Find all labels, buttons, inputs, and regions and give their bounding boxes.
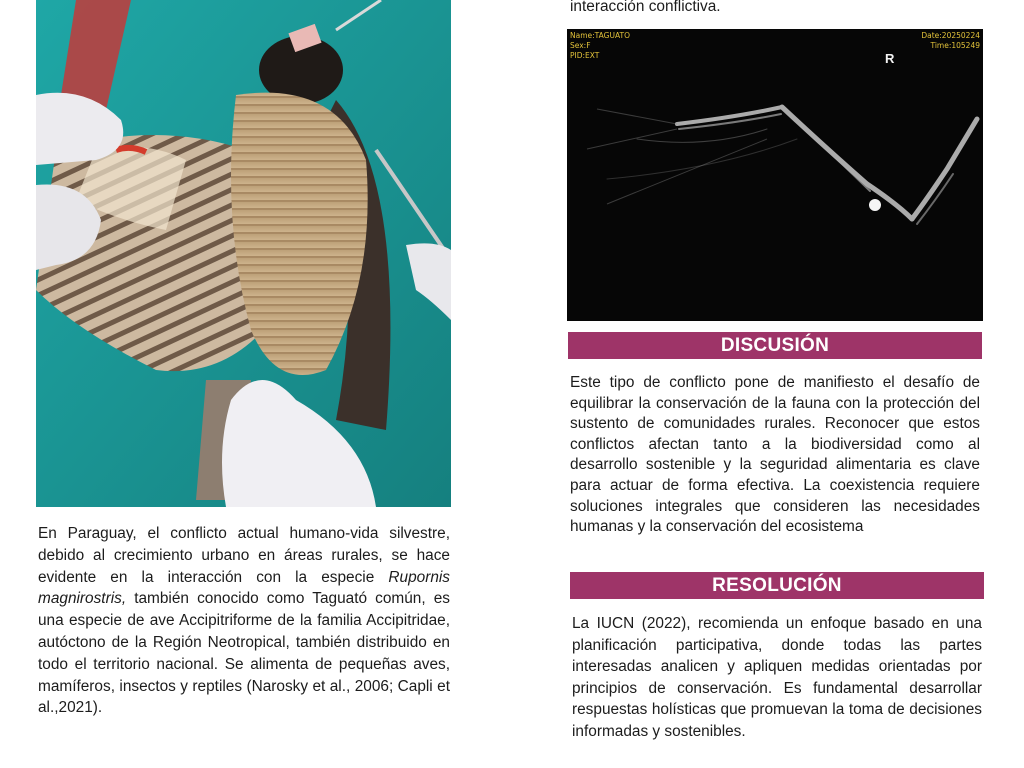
xray-side-marker: R bbox=[885, 51, 895, 66]
species-name: Rupornis magnirostris, bbox=[38, 568, 450, 608]
xray-timestamp bbox=[921, 31, 980, 51]
resolution-heading: RESOLUCIÓN bbox=[570, 572, 984, 599]
resolution-paragraph: La IUCN (2022), recomienda un enfoque basado en una planificación participativa, donde todas las partes interesadas analicen y apliquen medidas orientadas por principios de conservación. Es fundamental desarrollar respuestas holísticas que promuevan la toma de decisiones informadas y sostenibles. bbox=[572, 615, 982, 740]
xray-time: Time:105249 bbox=[930, 41, 980, 50]
xray-patient-info bbox=[570, 31, 630, 61]
intro-text-start: En Paraguay, el conflicto actual humano-vida silvestre, debido al crecimiento urbano en áreas rurales, se hace evidente en la interacción con la especie bbox=[38, 525, 450, 586]
hawk-photo-illustration bbox=[36, 0, 451, 507]
intro-paragraph bbox=[38, 523, 450, 719]
discussion-paragraph: Este tipo de conflicto pone de manifiesto el desafío de equilibrar la conservación de la fauna con la protección del sustento de comunidades rurales. Reconocer que estos conflictos afectan tanto a la biodiversidad como al desarrollo sostenible y la seguridad alimentaria es clave para actuar de forma efectiva. La coexistencia requiere soluciones integrales que consideren las necesidades humanas y la conservación del ecosistema bbox=[570, 374, 980, 536]
xray-pid: PID:EXT bbox=[570, 51, 600, 60]
xray-sex: Sex:F bbox=[570, 41, 591, 50]
discussion-heading: DISCUSIÓN bbox=[568, 332, 982, 359]
intro-text-end: también conocido como Taguató común, es una especie de ave Accipitriforme de la familia Accipitridae, autóctono de la Región Neotropical, también distribuido en todo el territorio nacional. Se alimenta de pequeñas aves, mamíferos, insectos y reptiles (Narosky et al., 2006; Capli et al.,2021). bbox=[38, 590, 450, 717]
xray-image bbox=[567, 29, 983, 321]
xray-date: Date:20250224 bbox=[921, 31, 980, 40]
xray-name: Name:TAGUATO bbox=[570, 31, 630, 40]
previous-paragraph-fragment: interacción conflictiva. bbox=[570, 0, 721, 15]
hawk-photo bbox=[36, 0, 451, 507]
xray-bones-illustration bbox=[567, 29, 983, 321]
